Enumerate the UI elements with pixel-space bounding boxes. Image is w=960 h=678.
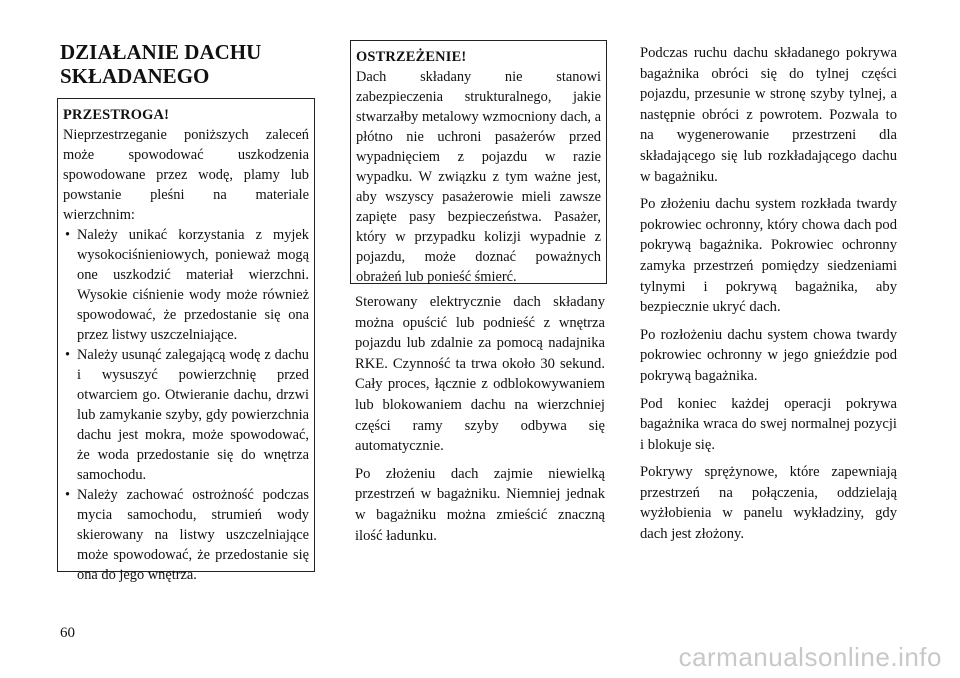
body-paragraph: Po złożeniu dachu system rozkłada twardy pokrowiec ochronny, który chowa dach pod pokrywą bagażnika. Pokrowiec ochronny zamyka przestrzeń pomiędzy siedzeniami tylnymi i pokrywą bagażnika, aby bezpiecznie ukryć dach.: [640, 196, 897, 316]
body-paragraph: Pokrywy sprężynowe, które zapewniają przestrzeń na połączenia, oddzielają wyżłobienia w panelu wykładziny, gdy dach jest złożony.: [640, 464, 897, 543]
warning-box: [350, 40, 607, 284]
watermark: carmanualsonline.info: [678, 642, 942, 672]
warning-title: OSTRZEŻENIE!: [356, 49, 467, 65]
body-paragraph: Po rozłożeniu dachu system chowa twardy pokrowiec ochronny w jego gnieździe pod pokrywą bagażnika.: [640, 326, 897, 384]
warning-text: Dach składany nie stanowi zabezpieczenia strukturalnego, jakie stwarzałby metalowy wzmocniony dach, a płótno nie uchroni pasażerów przed wypadnięciem z pojazdu w razie wypadku. W związku z tym ważne jest, aby wszyscy pasażerowie mieli zawsze zapięte pasy bezpieczeństwa. Pasażer, który w przypadku kolizji wypadnie z pojazdu, może doznać poważnych obrażeń lub ponieść śmierć.: [356, 69, 601, 285]
page-number: 60: [60, 625, 75, 641]
body-paragraph: Pod koniec każdej operacji pokrywa bagażnika wraca do swej normalnej pozycji i blokuje się.: [640, 395, 897, 453]
body-paragraph: Podczas ruchu dachu składanego pokrywa bagażnika obróci się do tylnej części pojazdu, przesunie w stronę szyby tylnej, a następnie obróci z powrotem. Pozwala to na wygenerowanie przestrzeni dla składającego się lub rozkładającego dachu w bagażniku.: [640, 45, 897, 185]
caution-bullet-item: • Należy usunąć zalegającą wodę z dachu i wysuszyć powierzchnię przed otwarciem go. Otwieranie dachu, drzwi lub zamykanie szyby, gdy powierzchnia dachu jest mokra, może spowodować, że woda przedostanie się do wnętrza samochodu.: [63, 345, 309, 485]
body-paragraph: Sterowany elektrycznie dach składany można opuścić lub podnieść z wnętrza pojazdu lub zdalnie za pomocą nadajnika RKE. Czynność ta trwa około 30 sekund. Cały proces, łącznie z odblokowywaniem lub blokowaniem dachu na wierzchniej części ramy szyby odbywa się automatycznie.: [355, 294, 605, 455]
caution-box: [57, 98, 315, 583]
section-heading: DZIAŁANIE DACHU SKŁADANEGO: [60, 40, 262, 88]
caution-intro: Nieprzestrzeganie poniższych zaleceń może spowodować uszkodzenia spowodowane przez wodę, plamy lub powstanie pleśni na materiale wierzchnim:: [63, 127, 309, 223]
caution-bullet-item: • Należy unikać korzystania z myjek wysokociśnieniowych, ponieważ mogą one uszkodzić materiał wierzchni. Wysokie ciśnienie wody może również spowodować, że przedostanie się ona przez listwy uszczelniające.: [63, 225, 309, 345]
caution-title: PRZESTROGA!: [63, 107, 170, 123]
caution-bullet-list: [63, 225, 309, 585]
caution-bullet-item: • Należy zachować ostrożność podczas mycia samochodu, strumień wody skierowany na listwy uszczelniające może spowodować, że przedostanie się ona do jego wnętrza.: [63, 485, 309, 585]
body-paragraph: Po złożeniu dach zajmie niewielką przestrzeń w bagażniku. Niemniej jednak w bagażniku można zmieścić znaczną ilość ładunku.: [355, 465, 605, 544]
